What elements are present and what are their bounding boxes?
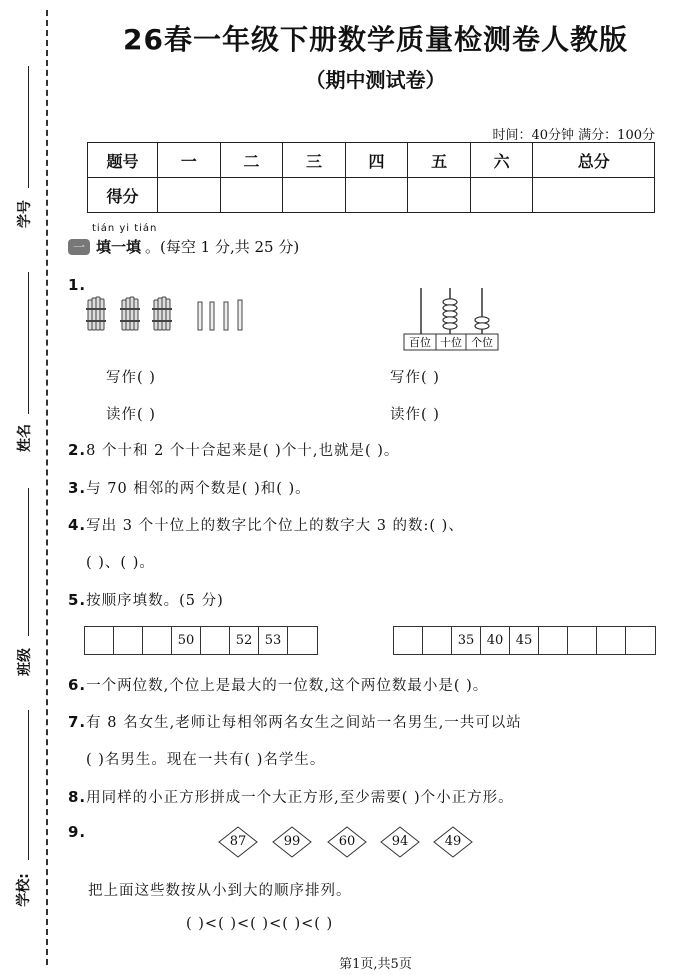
score-col-5: 五	[408, 143, 471, 178]
q9-answer-blanks: ( )<( )<( )<( )<( )	[186, 916, 334, 932]
score-row-label: 得分	[88, 178, 158, 213]
exam-meta: 时间：40分钟 满分：100分	[492, 128, 655, 143]
school-label: 学校:	[15, 873, 32, 907]
question-3: 3.与 70 相邻的两个数是( )和( )。	[68, 479, 311, 497]
sequence-cell: 45	[510, 627, 539, 654]
score-cell	[470, 178, 533, 213]
number-sequence-left	[84, 626, 318, 655]
sequence-cell[interactable]	[568, 627, 597, 654]
abacus-beads-tens	[443, 299, 457, 329]
score-col-2: 二	[220, 143, 283, 178]
sequence-cell[interactable]	[626, 627, 655, 654]
score-cell	[533, 178, 655, 213]
sequence-cell[interactable]	[201, 627, 230, 654]
score-col-3: 三	[283, 143, 346, 178]
abacus-beads-ones	[475, 317, 489, 329]
q1-read-right: 读作( )	[390, 407, 440, 423]
score-cell	[220, 178, 283, 213]
score-col-4: 四	[345, 143, 408, 178]
abacus-label-hundreds: 百位	[409, 336, 431, 349]
q9-instruction: 把上面这些数按从小到大的顺序排列。	[88, 883, 352, 899]
score-table-header-row	[88, 143, 655, 178]
name-label: 姓名	[17, 424, 33, 452]
sequence-cell: 50	[172, 627, 201, 654]
section-title: 填一填	[96, 238, 142, 256]
section-pinyin: tián yi tián	[92, 223, 158, 234]
number-diamond: 60	[327, 826, 367, 858]
question-9: 9.	[68, 823, 87, 841]
score-col-6: 六	[470, 143, 533, 178]
student-id-line	[28, 66, 29, 188]
score-table	[87, 142, 655, 213]
score-cell	[345, 178, 408, 213]
section-note: 。(每空 1 分,共 25 分)	[145, 238, 300, 256]
sequence-cell[interactable]	[114, 627, 143, 654]
score-col-total: 总分	[533, 143, 655, 178]
sequence-cell[interactable]	[288, 627, 317, 654]
sequence-cell[interactable]	[423, 627, 452, 654]
q1-read-left: 读作( )	[106, 407, 156, 423]
number-diamond: 94	[380, 826, 420, 858]
question-4-cont: ( )、( )。	[86, 555, 155, 571]
sequence-cell[interactable]	[597, 627, 626, 654]
number-sequence-right	[393, 626, 656, 655]
binding-strip	[0, 0, 60, 975]
sticks-illustration	[86, 294, 256, 334]
sequence-cell[interactable]	[394, 627, 423, 654]
bundle-icon	[120, 297, 140, 330]
name-line	[28, 272, 29, 414]
question-6: 6.一个两位数,个位上是最大的一位数,这个两位数最小是( )。	[68, 676, 489, 694]
number-diamond: 99	[272, 826, 312, 858]
q1-write-left: 写作( )	[106, 370, 156, 386]
sequence-cell[interactable]	[143, 627, 172, 654]
score-table-row-label: 题号	[88, 143, 158, 178]
score-cell	[283, 178, 346, 213]
cut-line	[46, 10, 48, 965]
abacus-label-ones: 个位	[471, 336, 493, 349]
number-diamond: 87	[218, 826, 258, 858]
bundle-icon	[86, 297, 106, 330]
sequence-cell: 35	[452, 627, 481, 654]
sequence-cell[interactable]	[85, 627, 114, 654]
abacus-label-tens: 十位	[440, 336, 462, 349]
score-table-score-row	[88, 178, 655, 213]
page-footer: 第1页,共5页	[339, 957, 412, 972]
question-1: 1.	[68, 276, 87, 294]
sequence-cell: 40	[481, 627, 510, 654]
school-line	[28, 710, 29, 860]
score-cell	[408, 178, 471, 213]
single-sticks-icon	[198, 300, 242, 330]
score-cell	[158, 178, 221, 213]
sequence-cell: 53	[259, 627, 288, 654]
page-subtitle: （期中测试卷）	[305, 68, 446, 92]
question-5: 5.按顺序填数。(5 分)	[68, 591, 224, 609]
class-label: 班级	[17, 648, 33, 676]
section-badge: 一	[68, 239, 90, 255]
question-4: 4.写出 3 个十位上的数字比个位上的数字大 3 的数:( )、	[68, 516, 464, 534]
bundle-icon	[152, 297, 172, 330]
score-col-1: 一	[158, 143, 221, 178]
page-title: 26春一年级下册数学质量检测卷人教版	[123, 23, 628, 56]
class-line	[28, 488, 29, 636]
sequence-cell: 52	[230, 627, 259, 654]
student-id-label: 学号	[17, 200, 33, 228]
section-heading	[68, 236, 299, 257]
sequence-cell[interactable]	[539, 627, 568, 654]
question-7: 7.有 8 名女生,老师让每相邻两名女生之间站一名男生,一共可以站	[68, 713, 522, 731]
question-8: 8.用同样的小正方形拼成一个大正方形,至少需要( )个小正方形。	[68, 788, 514, 806]
question-7-cont: ( )名男生。现在一共有( )名学生。	[86, 752, 326, 768]
abacus-illustration	[402, 286, 500, 352]
q1-write-right: 写作( )	[390, 370, 440, 386]
number-diamond: 49	[433, 826, 473, 858]
question-2: 2.8 个十和 2 个十合起来是( )个十,也就是( )。	[68, 441, 400, 459]
